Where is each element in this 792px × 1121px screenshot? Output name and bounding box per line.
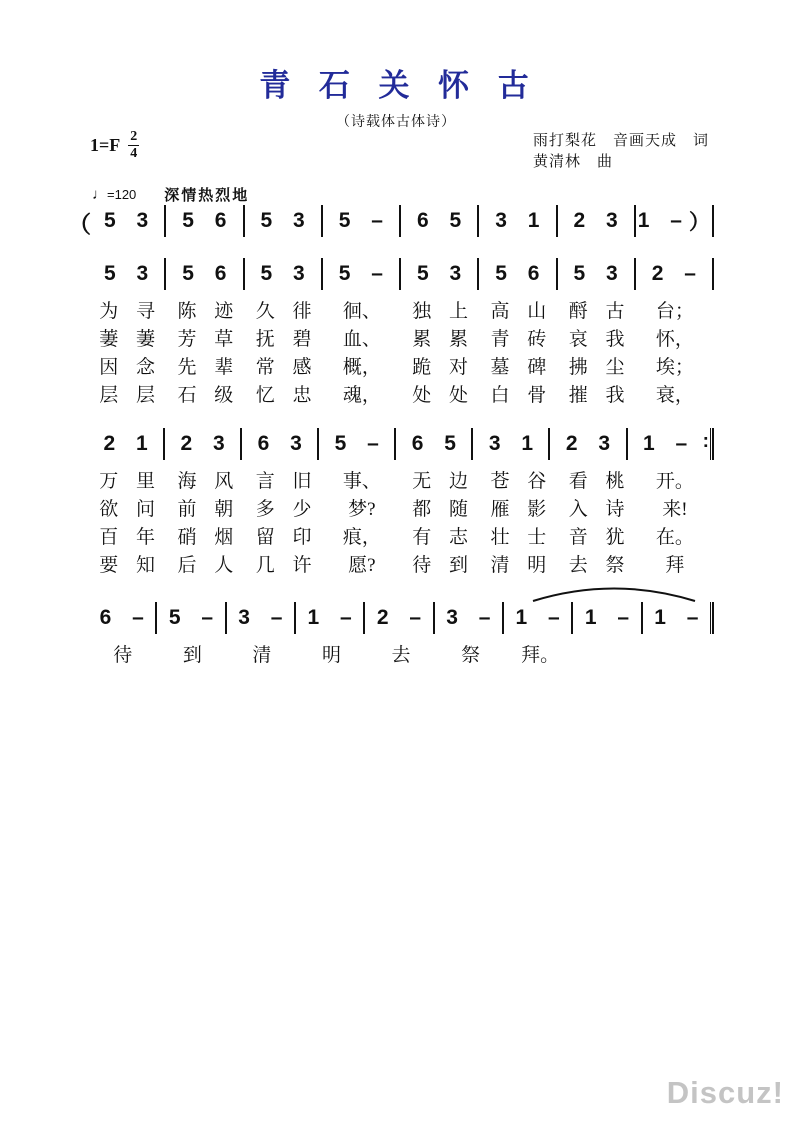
measure xyxy=(227,602,296,634)
open-paren: （ xyxy=(68,211,91,237)
time-signature-numerator: 2 xyxy=(130,129,138,144)
measure-notes: 5 3 xyxy=(260,262,305,285)
measure-notes: 1 – xyxy=(307,606,352,629)
measure xyxy=(319,428,396,460)
lyric-cell: 明 xyxy=(321,645,341,666)
measure xyxy=(401,258,479,290)
lyric-row xyxy=(88,522,714,548)
lyric-cell: 埃； xyxy=(655,357,694,378)
measure-notes: 5 3 xyxy=(260,209,305,232)
measure xyxy=(165,428,242,460)
measure-notes: 2 – xyxy=(376,606,422,629)
music-system-verse-1 xyxy=(88,258,714,406)
measure-notes: 1 – xyxy=(584,606,630,629)
lyric-cell: 台； xyxy=(655,301,694,322)
measure xyxy=(435,602,504,634)
lyric-cell: 痕， xyxy=(342,527,381,548)
measure-notes: 6 – xyxy=(99,606,144,629)
measure xyxy=(473,428,550,460)
end-repeat-barline xyxy=(710,428,714,460)
measure-notes: 5 3 xyxy=(417,262,462,285)
composer-credit: 黄清林 曲 xyxy=(533,154,614,170)
measure xyxy=(245,205,323,237)
measure-notes: 5 3 xyxy=(104,209,149,232)
lyric-cell: 先 辈 xyxy=(177,357,234,378)
repeat-dots: : xyxy=(702,431,709,452)
lyric-row xyxy=(88,494,714,520)
lyric-cell: 祭 xyxy=(461,645,481,666)
expression-text: 深情热烈地 xyxy=(164,188,250,204)
measure-notes: 5 3 xyxy=(104,262,149,285)
lyric-cell: 哀 我 xyxy=(568,329,625,350)
measure-notes: 6 3 xyxy=(257,432,302,455)
measure-notes: 1 – xyxy=(637,209,682,232)
slur-arc xyxy=(530,585,698,603)
measure-notes: 5 – xyxy=(338,209,383,232)
discuz-watermark: Discuz! xyxy=(666,1075,784,1110)
lyric-cell: 独 上 xyxy=(412,301,468,322)
lyric-cell: 言 旧 xyxy=(255,471,312,492)
measure xyxy=(323,205,401,237)
measure xyxy=(558,258,636,290)
lyric-row xyxy=(88,380,714,406)
tempo-value: =120 xyxy=(107,187,137,202)
lyric-cell: 事、 xyxy=(342,471,381,492)
lyric-cell: 为 寻 xyxy=(99,301,155,322)
measure-notes: 5 – xyxy=(334,432,379,455)
measure xyxy=(88,602,157,634)
measure-notes: 3 1 xyxy=(495,209,540,232)
lyric-cell: 海 风 xyxy=(177,471,234,492)
key-signature xyxy=(90,130,139,161)
measure-row xyxy=(88,428,714,460)
lyric-cell: 来! xyxy=(662,499,688,520)
measure xyxy=(558,205,636,237)
lyric-cell: 后 人 xyxy=(177,555,234,576)
lyric-cell: 概， xyxy=(342,357,381,378)
lyric-cell: 都 随 xyxy=(412,499,468,520)
key-prefix: 1=F xyxy=(90,135,121,155)
measure xyxy=(479,258,557,290)
measure xyxy=(88,205,166,237)
lyric-cell: 到 xyxy=(182,645,202,666)
measure-notes: 6 5 xyxy=(411,432,456,455)
lyric-cell: 留 印 xyxy=(255,527,312,548)
lyric-cell: 青 砖 xyxy=(490,329,547,350)
lyric-cell: 去 xyxy=(391,645,411,666)
measure xyxy=(166,205,244,237)
lyric-cell: 待 xyxy=(113,645,133,666)
lyric-cell: 怀， xyxy=(655,329,694,350)
measure-notes: 2 3 xyxy=(573,209,618,232)
measure-notes: 1 – xyxy=(642,432,688,455)
lyric-cell: 入 诗 xyxy=(568,499,625,520)
measure xyxy=(628,428,703,460)
measure-notes: 1 – xyxy=(515,606,560,629)
lyric-cell: 万 里 xyxy=(99,471,155,492)
subtitle: （诗载体古体诗） xyxy=(336,115,456,130)
lyric-cell: 梦? xyxy=(348,499,376,520)
lyric-cell: 久 徘 xyxy=(255,301,312,322)
lyric-cell: 几 许 xyxy=(255,555,312,576)
time-signature xyxy=(128,130,139,161)
lyric-cell: 在。 xyxy=(655,527,694,548)
measure-row xyxy=(88,602,714,634)
measure-notes: 6 5 xyxy=(417,209,462,232)
lyric-cell: 跪 对 xyxy=(412,357,468,378)
measure xyxy=(323,258,401,290)
lyric-cell xyxy=(645,640,715,662)
measure-row xyxy=(88,258,714,290)
measure xyxy=(550,428,627,460)
lyric-cell: 因 念 xyxy=(99,357,155,378)
measure-notes: 3 – xyxy=(238,606,283,629)
lyric-cell: 衰， xyxy=(655,385,694,406)
lyric-cell: 看 桃 xyxy=(568,471,625,492)
lyric-cell: 拜。 xyxy=(521,645,560,666)
measure-notes: 5 – xyxy=(168,606,214,629)
lyricist-credit: 雨打梨花 音画天成 词 xyxy=(533,133,710,149)
lyric-row xyxy=(88,640,714,666)
tempo-marking xyxy=(92,184,249,205)
measure-notes: 5 3 xyxy=(573,262,618,285)
measure xyxy=(88,428,165,460)
page-title: 青 石 关 怀 古 xyxy=(259,68,533,103)
lyric-cell: 高 山 xyxy=(490,301,547,322)
measure xyxy=(242,428,319,460)
lyric-cell: 徊、 xyxy=(342,301,381,322)
measure xyxy=(245,258,323,290)
measure xyxy=(88,258,166,290)
lyric-cell: 陈 迹 xyxy=(177,301,234,322)
lyric-cell: 音 犹 xyxy=(568,527,625,548)
lyric-cell: 开。 xyxy=(655,471,694,492)
lyric-cell: 芳 草 xyxy=(177,329,234,350)
music-system-verse-2 xyxy=(88,428,714,576)
lyric-cell: 愿? xyxy=(348,555,376,576)
lyric-cell: 拜 xyxy=(665,555,685,576)
lyric-cell: 清 明 xyxy=(490,555,547,576)
measure-notes: 2 – xyxy=(651,262,696,285)
lyric-cell: 血、 xyxy=(342,329,381,350)
lyric-cell: 百 年 xyxy=(99,527,155,548)
lyric-cell: 魂， xyxy=(342,385,381,406)
lyric-cell: 去 祭 xyxy=(568,555,625,576)
measure-notes: 2 3 xyxy=(565,432,611,455)
lyric-cell: 累 累 xyxy=(412,329,468,350)
measure xyxy=(636,258,714,290)
lyric-row xyxy=(88,466,714,492)
measure xyxy=(643,602,710,634)
final-barline xyxy=(710,602,714,634)
quarter-note-icon: ♩ xyxy=(92,186,107,203)
measure xyxy=(296,602,365,634)
lyric-cell: 要 知 xyxy=(99,555,155,576)
measure xyxy=(401,205,479,237)
measure xyxy=(365,602,434,634)
lyric-cell: 常 感 xyxy=(255,357,312,378)
measure xyxy=(636,205,714,237)
lyric-cell: 萋 萋 xyxy=(99,329,155,350)
lyric-cell: 层 层 xyxy=(99,385,155,406)
lyric-cell: 欲 问 xyxy=(99,499,155,520)
measure-notes: 5 6 xyxy=(182,209,227,232)
lyric-row xyxy=(88,550,714,576)
lyric-cell: 处 处 xyxy=(412,385,468,406)
measure xyxy=(504,602,573,634)
close-paren: ） xyxy=(688,211,710,234)
measure xyxy=(157,602,226,634)
measure xyxy=(573,602,642,634)
measure xyxy=(479,205,557,237)
lyric-row xyxy=(88,296,714,322)
lyric-row xyxy=(88,324,714,350)
lyric-cell: 墓 碑 xyxy=(490,357,547,378)
music-system-intro xyxy=(68,205,714,237)
credits xyxy=(533,131,709,173)
measure-notes: 1 – xyxy=(654,606,699,629)
lyric-cell: 雁 影 xyxy=(490,499,547,520)
lyric-cell: 硝 烟 xyxy=(177,527,234,548)
measure xyxy=(396,428,473,460)
measure-row xyxy=(68,205,714,237)
lyric-cell: 酹 古 xyxy=(568,301,625,322)
time-signature-denominator: 4 xyxy=(130,146,138,161)
measure-notes: 2 3 xyxy=(180,432,225,455)
lyric-cell xyxy=(575,640,645,662)
measure-notes: 5 6 xyxy=(182,262,227,285)
lyric-cell: 石 级 xyxy=(177,385,234,406)
lyric-cell: 摧 我 xyxy=(568,385,625,406)
lyric-cell: 壮 士 xyxy=(490,527,547,548)
lyric-cell: 抚 碧 xyxy=(255,329,312,350)
lyric-cell: 有 志 xyxy=(412,527,468,548)
lyric-cell: 无 边 xyxy=(412,471,468,492)
lyric-cell: 前 朝 xyxy=(177,499,234,520)
lyric-cell: 多 少 xyxy=(255,499,312,520)
lyric-cell: 苍 谷 xyxy=(490,471,547,492)
lyric-cell: 拂 尘 xyxy=(568,357,625,378)
measure xyxy=(166,258,244,290)
lyric-cell: 清 xyxy=(252,645,272,666)
measure-notes: 5 6 xyxy=(495,262,540,285)
music-system-coda xyxy=(88,586,714,666)
measure-notes: 2 1 xyxy=(103,432,148,455)
lyric-cell: 白 骨 xyxy=(490,385,547,406)
measure-notes: 3 1 xyxy=(488,432,534,455)
measure-notes: 3 – xyxy=(446,606,491,629)
measure-notes: 5 – xyxy=(338,262,383,285)
lyric-row xyxy=(88,352,714,378)
lyric-cell: 待 到 xyxy=(412,555,468,576)
lyric-cell: 忆 忠 xyxy=(255,385,312,406)
